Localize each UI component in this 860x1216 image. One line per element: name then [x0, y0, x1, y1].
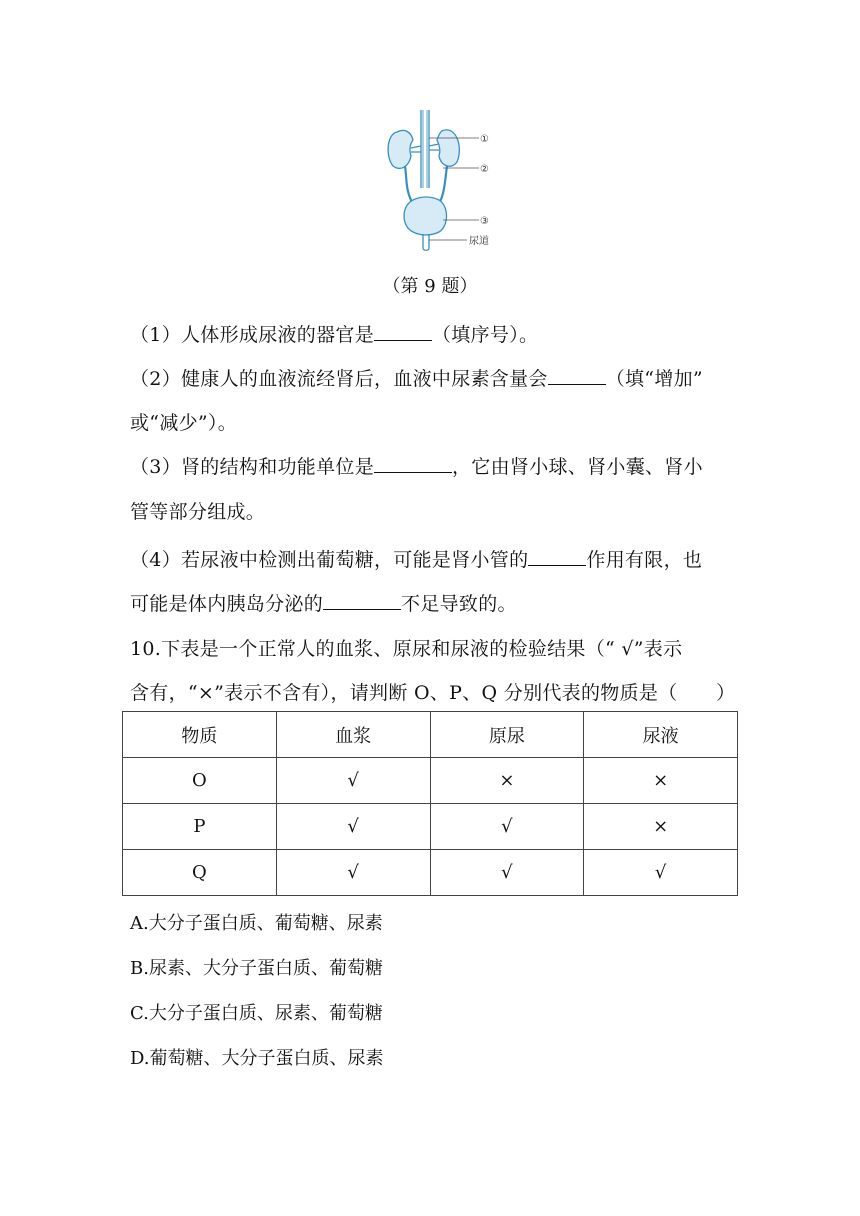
q10-stem-line2: 含有，“×”表示不含有），请判断 O、P、Q 分别代表的物质是（ ） — [130, 682, 736, 704]
figure-caption: （第 9 题） — [382, 276, 478, 297]
table-row — [123, 758, 738, 804]
table-header: 尿液 — [584, 712, 738, 758]
q9-part4: （4）若尿液中检测出葡萄糖，可能是肾小管的 作用有限，也 — [130, 549, 703, 571]
figure-label-urethra: 尿道 — [469, 236, 489, 247]
table-cell: √ — [584, 850, 738, 896]
q9-part3: （3）肾的结构和功能单位是 ，它由肾小球、肾小囊、肾小 — [130, 456, 703, 478]
table-cell: O — [123, 758, 277, 804]
table-header: 原尿 — [430, 712, 584, 758]
table-cell: × — [584, 758, 738, 804]
answer-blank[interactable] — [323, 591, 401, 610]
table-row — [123, 850, 738, 896]
option-a[interactable]: A.大分子蛋白质、葡萄糖、尿素 — [130, 913, 383, 934]
table-cell: P — [123, 804, 277, 850]
urinary-system-figure — [383, 108, 503, 258]
answer-blank[interactable] — [374, 454, 452, 473]
figure-label-3: ③ — [480, 216, 489, 227]
answer-blank[interactable] — [374, 322, 432, 341]
table-cell: √ — [276, 804, 430, 850]
q9-part4-cont: 可能是体内胰岛分泌的 不足导致的。 — [130, 593, 517, 615]
table-cell: √ — [276, 850, 430, 896]
table-header: 血浆 — [276, 712, 430, 758]
q9-part1: （1）人体形成尿液的器官是 （填序号）。 — [130, 324, 539, 346]
table-cell: √ — [430, 804, 584, 850]
figure-label-2: ② — [480, 164, 489, 175]
table-cell: × — [584, 804, 738, 850]
table-cell: √ — [276, 758, 430, 804]
answer-blank[interactable] — [528, 547, 586, 566]
results-table — [122, 711, 738, 896]
table-row — [123, 804, 738, 850]
q9-part3-cont: 管等部分组成。 — [130, 501, 266, 523]
answer-blank[interactable] — [548, 366, 606, 385]
q9-part2: （2）健康人的血液流经肾后，血液中尿素含量会 （填“增加” — [130, 368, 703, 390]
option-b[interactable]: B.尿素、大分子蛋白质、葡萄糖 — [130, 958, 383, 979]
table-header-row — [123, 712, 738, 758]
table-cell: Q — [123, 850, 277, 896]
q10-stem-line1: 10.下表是一个正常人的血浆、原尿和尿液的检验结果（“ √”表示 — [130, 638, 683, 660]
q9-part2-cont: 或“减少”）。 — [130, 412, 238, 434]
table-cell: × — [430, 758, 584, 804]
figure-label-1: ① — [480, 134, 489, 145]
option-c[interactable]: C.大分子蛋白质、尿素、葡萄糖 — [130, 1003, 383, 1024]
table-cell: √ — [430, 850, 584, 896]
option-d[interactable]: D.葡萄糖、大分子蛋白质、尿素 — [130, 1048, 384, 1069]
table-header: 物质 — [123, 712, 277, 758]
